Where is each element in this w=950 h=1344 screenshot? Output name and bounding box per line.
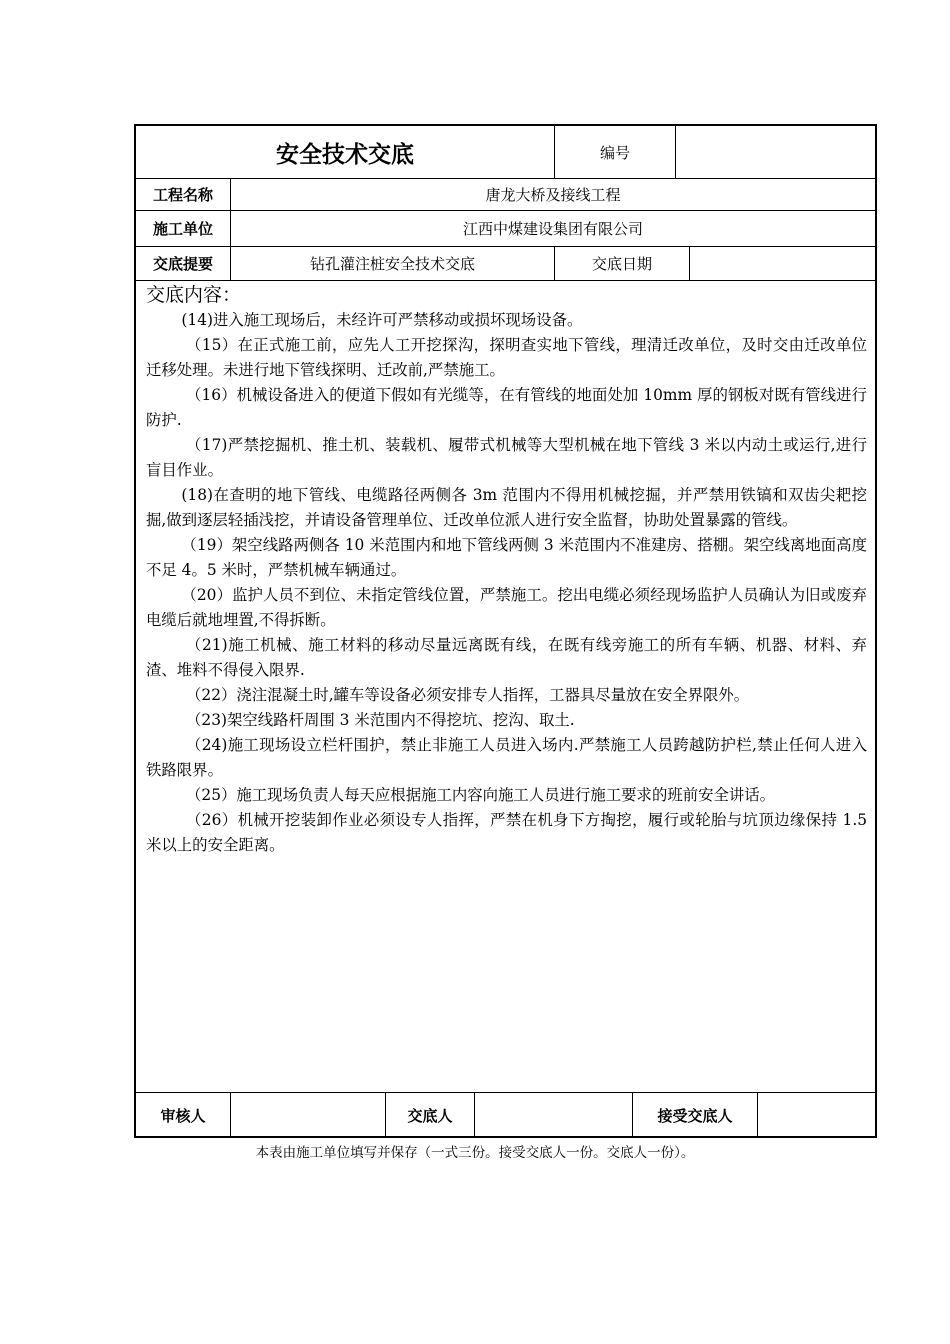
paragraph: （23)架空线路杆周围 3 米范围内不得挖坑、挖沟、取土. (186, 711, 575, 729)
signature-row (136, 1092, 875, 1138)
date-value[interactable] (690, 247, 875, 280)
content-paragraphs (146, 308, 867, 858)
title-row (136, 126, 875, 179)
paragraph: (14)进入施工现场后，未经许可严禁移动或损坏现场设备。 (181, 311, 583, 329)
receiver-label: 接受交底人 (657, 1107, 733, 1125)
paragraph: （16）机械设备进入的便道下假如有光缆等，在有管线的地面处加 10mm 厚的钢板对既有管线进行防护. (146, 386, 867, 429)
summary-label: 交底提要 (152, 255, 213, 273)
unit-value: 江西中煤建设集团有限公司 (462, 220, 643, 238)
project-value: 唐龙大桥及接线工程 (485, 186, 621, 204)
summary-value: 钻孔灌注桩安全技术交底 (309, 255, 475, 273)
summary-row (136, 247, 875, 281)
date-label: 交底日期 (591, 255, 652, 273)
paragraph: （15）在正式施工前，应先人工开挖探沟，探明查实地下管线，理清迁改单位，及时交由迁改单位迁移处理。未进行地下管线探明、迁改前,严禁施工。 (146, 336, 867, 379)
unit-label: 施工单位 (152, 220, 213, 238)
paragraph: （26）机械开挖装卸作业必须设专人指挥，严禁在机身下方掏挖，履行或轮胎与坑顶边缘保持 1.5 米以上的安全距离。 (146, 811, 867, 854)
paragraph: （17)严禁挖掘机、推土机、装载机、履带式机械等大型机械在地下管线 3 米以内动土或运行,进行盲目作业。 (146, 436, 867, 479)
project-label: 工程名称 (152, 186, 213, 204)
footer-note: 本表由施工单位填写并保存（一式三份。接受交底人一份。交底人一份）。 (255, 1145, 695, 1161)
content-heading: 交底内容： (146, 284, 242, 306)
number-label: 编号 (599, 143, 630, 162)
unit-row (136, 211, 875, 247)
paragraph: （22）浇注混凝土时,罐车等设备必须安排专人指挥，工器具尽量放在安全界限外。 (186, 686, 750, 704)
paragraph: （19）架空线路两侧各 10 米范围内和地下管线两侧 3 米范围内不准建房、搭棚。架空线离地面高度不足 4。5 米时，严禁机械车辆通过。 (146, 536, 867, 579)
number-value[interactable] (676, 126, 875, 178)
project-row (136, 179, 875, 211)
reviewer-label: 审核人 (160, 1107, 206, 1125)
form-title: 安全技术交底 (276, 141, 414, 168)
content-section (136, 282, 875, 1092)
disclosure-form (134, 124, 877, 1138)
reviewer-value[interactable] (231, 1093, 385, 1138)
discloser-value[interactable] (475, 1093, 632, 1138)
discloser-label: 交底人 (407, 1107, 453, 1125)
receiver-value[interactable] (758, 1093, 875, 1138)
paragraph: （21)施工机械、施工材料的移动尽量远离既有线，在既有线旁施工的所有车辆、机器、材料、弃渣、堆料不得侵入限界. (146, 636, 867, 679)
paragraph: （24)施工现场设立栏杆围护，禁止非施工人员进入场内.严禁施工人员跨越防护栏,禁止任何人进入铁路限界。 (146, 736, 867, 779)
paragraph: （25）施工现场负责人每天应根据施工内容向施工人员进行施工要求的班前安全讲话。 (186, 786, 776, 804)
paragraph: (18)在查明的地下管线、电缆路径两侧各 3m 范围内不得用机械挖掘，并严禁用铁镐和双齿尖耙挖掘,做到逐层轻插浅挖，并请设备管理单位、迁改单位派人进行安全监督，协助处置暴露的管线。 (146, 486, 867, 529)
paragraph: （20）监护人员不到位、未指定管线位置，严禁施工。挖出电缆必须经现场监护人员确认为旧或废弃电缆后就地埋置,不得拆断。 (146, 586, 867, 629)
